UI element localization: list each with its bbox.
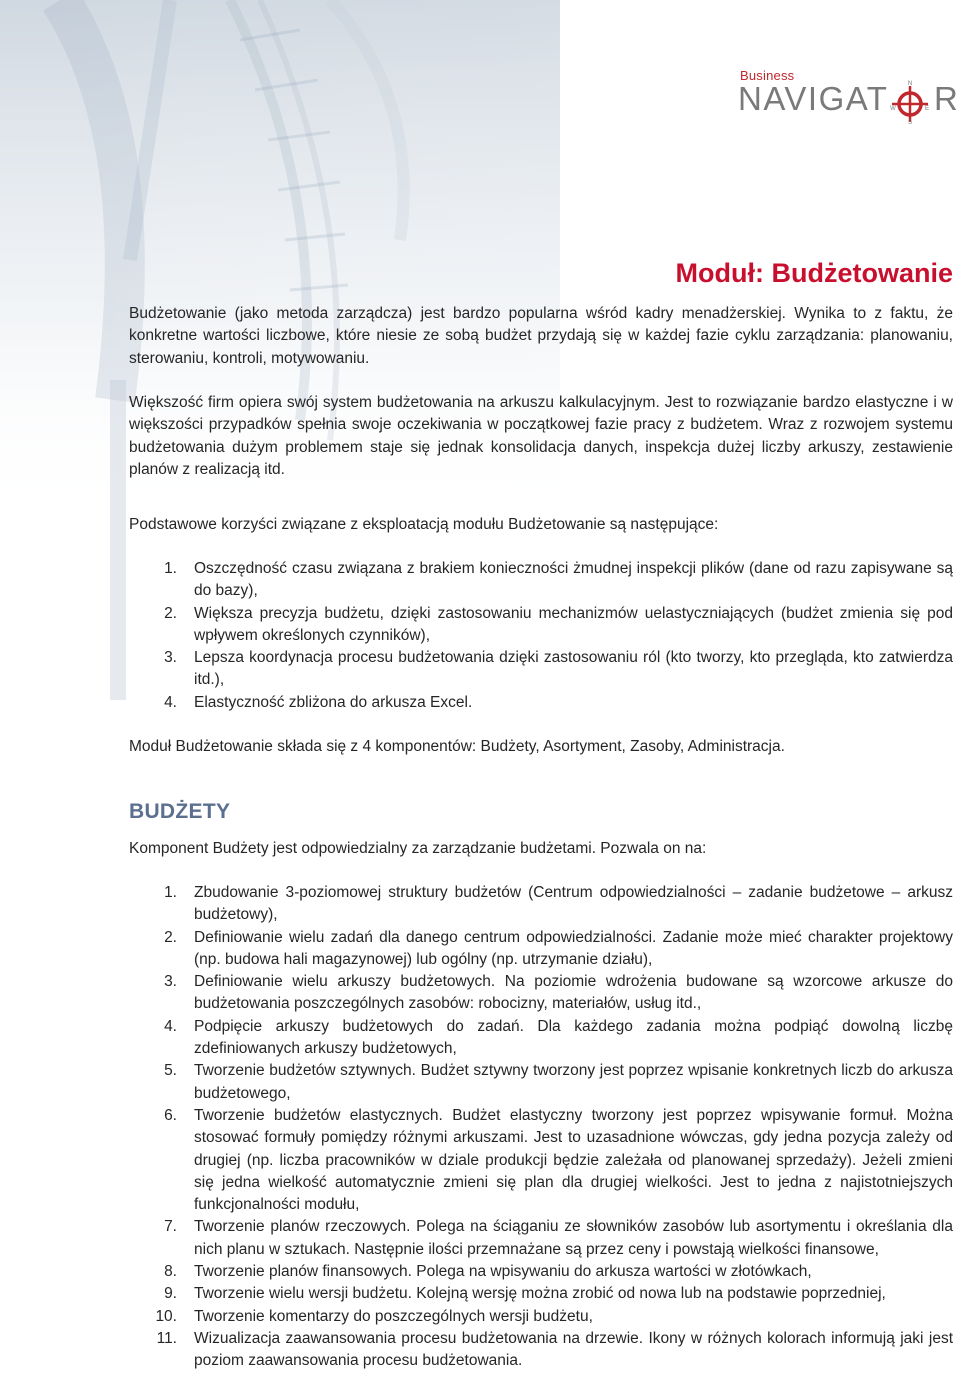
list-item-text: Tworzenie budżetów elastycznych. Budżet elastyczny tworzony jest poprzez wpisywanie formuł. Można stosować formuły pomiędzy różnymi arkuszami. Jest to uzasadnione wówczas, gdy jedna pozycja zależy od drugiej (np. liczba pracowników w dziale produkcji będzie zależała od planowanej sprzedaży). Jeżeli zmieni się jedna wielkość automatycznie zmieni się plan dla drugiej wielkości. Jest to jedna z najistotniejszych funkcjonalności modułu, bbox=[194, 1106, 953, 1214]
list-item-number: 6. bbox=[164, 1106, 177, 1124]
budzety-features-list bbox=[129, 882, 953, 1373]
list-item-text: Lepsza koordynacja procesu budżetowania dzięki zastosowaniu ról (kto tworzy, kto przegląda, kto zatwierdza itd.), bbox=[194, 649, 953, 689]
list-item-text: Tworzenie planów rzeczowych. Polega na ściąganiu ze słowników zasobów lub asortymentu i określania dla nich planu w sztukach. Następnie ilości przemnażane są przez ceny i powstają wielkości finansowe, bbox=[194, 1218, 953, 1258]
list-item-text: Podpięcie arkuszy budżetowych do zadań. Dla każdego zadania można podpiąć dowolną liczbę zdefiniowanych arkuszy budżetowych, bbox=[194, 1017, 953, 1058]
page-title: Moduł: Budżetowanie bbox=[675, 258, 953, 288]
list-item bbox=[129, 927, 953, 972]
benefits-list bbox=[129, 558, 953, 714]
list-item-number: 2. bbox=[164, 928, 177, 946]
compass-w-label: W bbox=[890, 106, 896, 112]
compass-n-label: N bbox=[907, 81, 913, 87]
list-item bbox=[129, 1060, 953, 1105]
list-item bbox=[129, 971, 953, 1016]
list-item bbox=[129, 1306, 953, 1328]
logo-business-text: Business bbox=[740, 68, 795, 83]
list-item bbox=[129, 647, 953, 692]
list-item-text: Definiowanie wielu arkuszy budżetowych. Na poziomie wdrożenia budowane są wzorcowe arkusze do budżetowania poszczególnych zasobów: robocizny, materiałów, usług itd., bbox=[194, 973, 953, 1013]
list-item-number: 4. bbox=[164, 1017, 177, 1035]
section-intro: Komponent Budżety jest odpowiedzialny za zarządzanie budżetami. Pozwala on na: bbox=[129, 840, 707, 857]
list-item-number: 3. bbox=[164, 649, 177, 667]
list-item-text: Oszczędność czasu związana z brakiem konieczności żmudnej inspekcji plików (dane od razu zapisywane są do bazy), bbox=[194, 560, 953, 600]
list-item-number: 1. bbox=[164, 884, 177, 901]
list-item-text: Tworzenie budżetów sztywnych. Budżet sztywny tworzony jest poprzez wpisanie konkretnych liczb do arkusza budżetowego, bbox=[194, 1062, 953, 1102]
intro-paragraph-2: Większość firm opiera swój system budżetowania na arkuszu kalkulacyjnym. Jest to rozwiązanie bardzo elastyczne i w większości przypadków spełnia swoje oczekiwania w początkowej fazie pracy z budżetem. Wraz z rozwojem systemu budżetowania dużym problemem staje się jednak konsolidacja danych, inspekcja dużej liczby arkuszy, zestawienie planów z realizacją itd. bbox=[129, 394, 953, 478]
list-item-number: 7. bbox=[164, 1218, 177, 1236]
list-item-text: Tworzenie planów finansowych. Polega na wpisywaniu do arkusza wartości w złotówkach, bbox=[194, 1263, 812, 1281]
list-item-text: Elastyczność zbliżona do arkusza Excel. bbox=[194, 693, 473, 711]
list-item-number: 1. bbox=[164, 560, 177, 577]
list-item-number: 5. bbox=[164, 1062, 177, 1080]
list-item-text: Większa precyzja budżetu, dzięki zastosowaniu mechanizmów uelastyczniających (budżet zmienia się pod wpływem określonych czynników), bbox=[194, 604, 953, 644]
list-item-number: 3. bbox=[164, 973, 177, 991]
compass-e-label: E bbox=[924, 106, 930, 112]
section-heading-budzety: BUDŻETY bbox=[129, 800, 231, 823]
list-item-text: Zbudowanie 3-poziomowej struktury budżetów (Centrum odpowiedzialności – zadanie budżetowe – arkusz budżetowy), bbox=[194, 884, 953, 924]
components-paragraph: Moduł Budżetowanie składa się z 4 komponentów: Budżety, Asortyment, Zasoby, Administracja. bbox=[129, 738, 785, 755]
list-item bbox=[129, 882, 953, 927]
compass-icon bbox=[890, 80, 930, 124]
list-item bbox=[129, 1283, 953, 1305]
business-navigator-logo bbox=[738, 66, 960, 130]
list-item bbox=[129, 1105, 953, 1216]
list-item bbox=[129, 603, 953, 648]
list-item bbox=[129, 1328, 953, 1373]
list-item-number: 10. bbox=[155, 1307, 177, 1325]
list-item bbox=[129, 692, 953, 714]
list-item-text: Definiowanie wielu zadań dla danego centrum odpowiedzialności. Zadanie może mieć charakter projektowy (np. budowa hali magazynowej) lub ogólny (np. utrzymanie działu), bbox=[194, 928, 953, 968]
logo-navigat-text: NAVIGAT bbox=[738, 80, 889, 117]
logo-r-text: R bbox=[934, 80, 958, 117]
list-item-number: 11. bbox=[156, 1329, 177, 1347]
compass-s-label: S bbox=[907, 120, 913, 124]
list-item bbox=[129, 1216, 953, 1261]
list-item-text: Wizualizacja zaawansowania procesu budżetowania na drzewie. Ikony w różnych kolorach informują jaki jest poziom zaawansowania procesu budżetowania. bbox=[194, 1329, 953, 1370]
list-item-number: 4. bbox=[164, 693, 177, 711]
list-item bbox=[129, 1261, 953, 1283]
intro-paragraph-1: Budżetowanie (jako metoda zarządcza) jest bardzo popularna wśród kadry menadżerskiej. Wynika to z faktu, że konkretne wartości liczbowe, które niesie ze sobą budżet przydają się w każdej fazie cyklu zarządzania: planowaniu, sterowaniu, kontroli, motywowaniu. bbox=[129, 305, 953, 367]
list-item bbox=[129, 558, 953, 603]
list-item-text: Tworzenie wielu wersji budżetu. Kolejną wersję można zrobić od nowa lub na podstawie poprzedniej, bbox=[194, 1285, 886, 1303]
benefits-intro: Podstawowe korzyści związane z eksploatacją modułu Budżetowanie są następujące: bbox=[129, 516, 719, 533]
list-item-text: Tworzenie komentarzy do poszczególnych wersji budżetu, bbox=[194, 1307, 593, 1325]
list-item bbox=[129, 1016, 953, 1061]
list-item-number: 9. bbox=[164, 1285, 177, 1303]
list-item-number: 2. bbox=[164, 604, 177, 622]
list-item-number: 8. bbox=[164, 1263, 177, 1281]
